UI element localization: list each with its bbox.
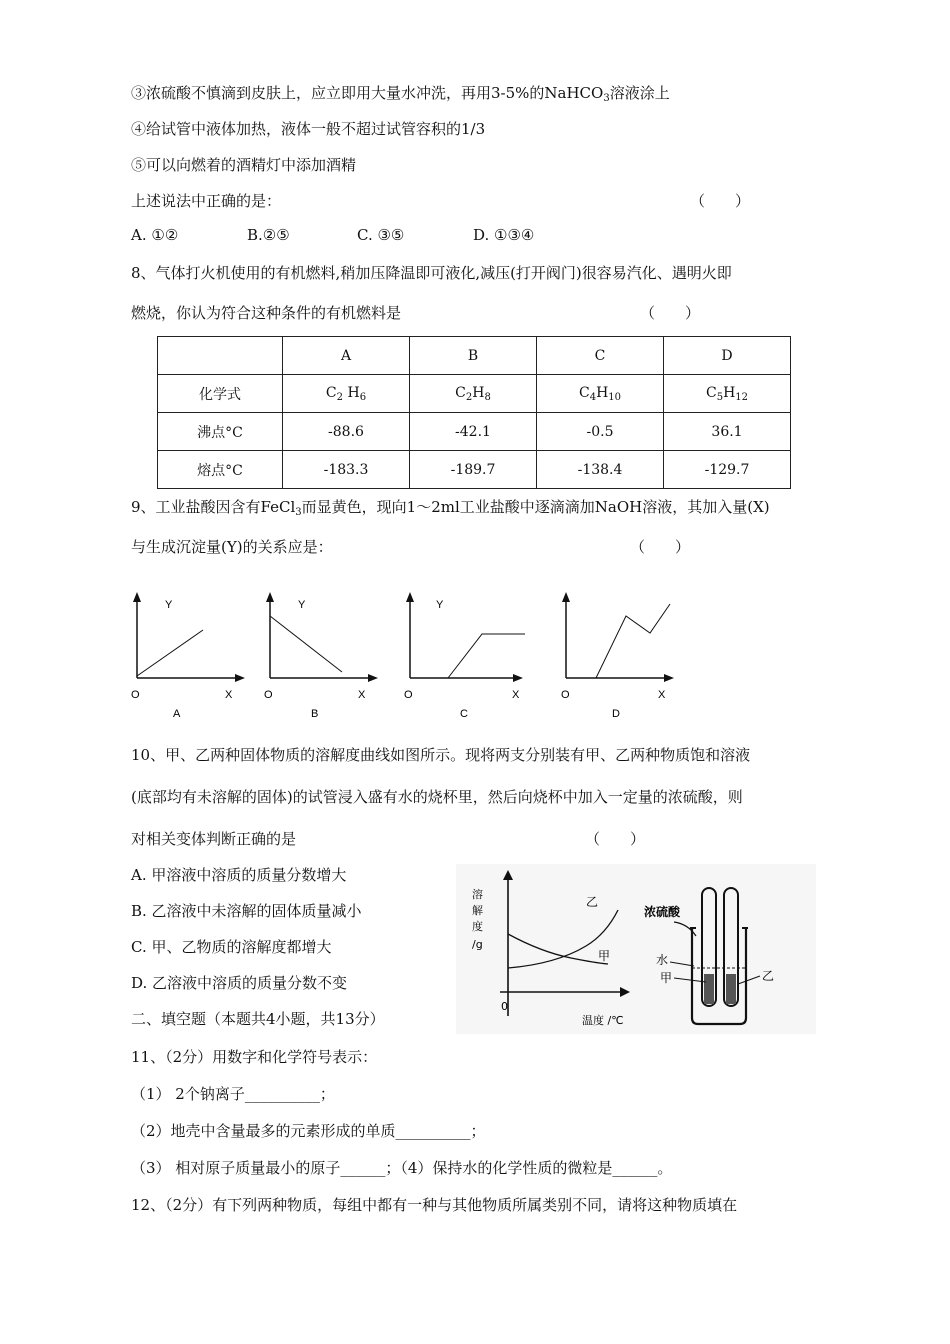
graph-d: [554, 590, 684, 725]
y-label-1: 溶: [472, 888, 483, 901]
curve-b: [270, 616, 342, 672]
x-label: X: [358, 689, 366, 701]
q10-option-c: C. 甲、乙物质的溶解度都增大: [131, 938, 332, 956]
q12-stem: 12、（2分）有下列两种物质，每组中都有一种与其他物质所属类别不同，请将这种物质填在: [131, 1196, 738, 1214]
q10-option-a: A. 甲溶液中溶质的质量分数增大: [131, 866, 347, 884]
solubility-figure: [456, 864, 816, 1034]
origin-zero: 0: [501, 1000, 508, 1013]
graph-label-d: D: [612, 708, 620, 720]
x-axis-arrow: [368, 674, 378, 682]
temperature-label: 温度 /℃: [582, 1014, 624, 1027]
tube-jia-label: 甲: [660, 971, 673, 985]
origin-label: O: [404, 689, 413, 701]
q7-option-b: B.②⑤: [247, 226, 290, 244]
table-header-cell: B: [410, 337, 537, 375]
table-cell: -88.6: [283, 413, 410, 451]
y-label: Y: [165, 599, 173, 611]
graph-label-b: B: [311, 708, 319, 720]
x-axis-arrow: [235, 674, 245, 682]
curve-c: [448, 634, 525, 678]
q7-item-3: ③浓硫酸不慎滴到皮肤上，应立即用大量水冲洗，再用3-5%的NaHCO$_3$溶液涂上: [131, 84, 670, 104]
table-header-cell: A: [283, 337, 410, 375]
q8-answer-paren: （ ）: [640, 304, 701, 322]
q10-stem-line1: 10、甲、乙两种固体物质的溶解度曲线如图所示。现将两支分别装有甲、乙两种物质饱和溶液: [131, 746, 751, 764]
row-label: 熔点°C: [158, 451, 283, 489]
graph-b: [258, 590, 388, 725]
q9-answer-paren: （ ）: [630, 538, 691, 556]
table-cell: -183.3: [283, 451, 410, 489]
water-label: 水: [656, 953, 669, 967]
y-label: Y: [436, 599, 444, 611]
curve-yi-label: 乙: [586, 895, 599, 909]
table-cell: -129.7: [664, 451, 791, 489]
table-header-cell: C: [537, 337, 664, 375]
figure-background: [456, 864, 816, 1034]
y-axis-arrow: [562, 592, 570, 602]
row-label: 沸点°C: [158, 413, 283, 451]
table-header-cell: D: [664, 337, 791, 375]
q7-option-d: D. ①③④: [473, 226, 535, 244]
q7-item-5: ⑤可以向燃着的酒精灯中添加酒精: [131, 156, 357, 174]
table-row-melting: [158, 451, 791, 489]
section-2-heading: 二、填空题（本题共4小题，共13分）: [131, 1010, 385, 1028]
curve-jia-label: 甲: [598, 949, 611, 963]
y-label-2: 解: [472, 904, 483, 917]
tube-jia-solution: [704, 974, 714, 1004]
table-header-cell: [158, 337, 283, 375]
table-cell: -42.1: [410, 413, 537, 451]
table-cell: -138.4: [537, 451, 664, 489]
curve-a: [137, 630, 203, 676]
row-label: 化学式: [158, 375, 283, 413]
tube-yi-solution: [726, 974, 736, 1004]
q7-answer-paren: （ ）: [690, 192, 751, 210]
q10-stem-line3: 对相关变体判断正确的是: [131, 830, 297, 848]
table-cell: -0.5: [537, 413, 664, 451]
y-axis-arrow: [406, 592, 414, 602]
y-label-3: 度: [472, 920, 483, 933]
x-label: X: [225, 689, 233, 701]
acid-label: 浓硫酸: [644, 905, 681, 919]
formula-cell: $C_2$ $H_6$: [283, 375, 410, 413]
curve-d: [596, 604, 670, 678]
q7-option-c: C. ③⑤: [357, 226, 405, 244]
x-axis-arrow: [664, 674, 674, 682]
q7-option-a: A. ①②: [131, 226, 179, 244]
table-cell: -189.7: [410, 451, 537, 489]
y-axis-arrow: [133, 592, 141, 602]
x-label: X: [658, 689, 666, 701]
q11-part-3-4: （3） 相对原子质量最小的原子______；（4）保持水的化学性质的微粒是______。: [131, 1159, 673, 1177]
fuel-properties-table: [157, 336, 791, 489]
q9-stem-line1: 9、工业盐酸因含有FeCl$_3$而显黄色，现向1～2ml工业盐酸中逐滴滴加NaOH溶液，其加入量(X): [131, 498, 770, 518]
origin-label: O: [561, 689, 570, 701]
q10-option-b: B. 乙溶液中未溶解的固体质量减小: [131, 902, 362, 920]
q11-part-1: （1） 2个钠离子__________；: [131, 1085, 335, 1103]
table-row-formula: [158, 375, 791, 413]
x-axis-arrow: [513, 674, 523, 682]
y-label: Y: [298, 599, 306, 611]
q8-stem-line1: 8、气体打火机使用的有机燃料,稍加压降温即可液化,减压(打开阀门)很容易汽化、遇明火即: [131, 264, 732, 282]
x-label: X: [512, 689, 520, 701]
y-axis-arrow: [266, 592, 274, 602]
origin-label: O: [131, 689, 140, 701]
graph-label-c: C: [460, 708, 468, 720]
y-label-4: /g: [472, 938, 483, 951]
graph-a: [125, 590, 255, 725]
q10-answer-paren: （ ）: [585, 830, 646, 848]
q7-stem: 上述说法中正确的是：: [131, 192, 282, 210]
q9-stem-line2: 与生成沉淀量(Y)的关系应是：: [131, 538, 333, 556]
q10-stem-line2: (底部均有未溶解的固体)的试管浸入盛有水的烧杯里，然后向烧杯中加入一定量的浓硫酸，则: [131, 788, 743, 806]
tube-yi-label: 乙: [762, 969, 775, 983]
table-header-row: [158, 337, 791, 375]
q8-stem-line2: 燃烧，你认为符合这种条件的有机燃料是: [131, 304, 402, 322]
formula-cell: $C_4H_{10}$: [537, 375, 664, 413]
q11-stem: 11、（2分）用数字和化学符号表示：: [131, 1048, 378, 1066]
origin-label: O: [264, 689, 273, 701]
table-row-boiling: [158, 413, 791, 451]
q10-option-d: D. 乙溶液中溶质的质量分数不变: [131, 974, 348, 992]
graph-c: [398, 590, 533, 725]
graph-label-a: A: [173, 708, 181, 720]
table-cell: 36.1: [664, 413, 791, 451]
formula-cell: $C_2H_8$: [410, 375, 537, 413]
q7-item-4: ④给试管中液体加热，液体一般不超过试管容积的1/3: [131, 120, 486, 138]
q11-part-2: （2）地壳中含量最多的元素形成的单质__________；: [131, 1122, 486, 1140]
formula-cell: $C_5H_{12}$: [664, 375, 791, 413]
